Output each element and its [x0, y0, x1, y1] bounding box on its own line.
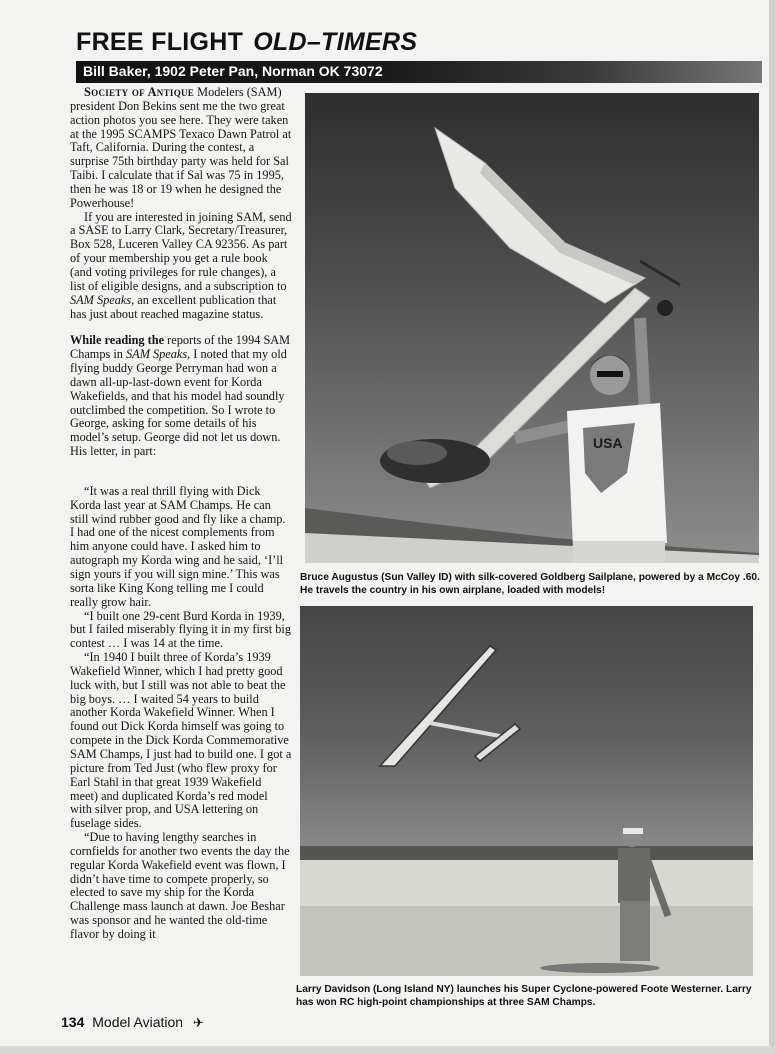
paragraph-1 — [70, 86, 292, 211]
photo2-caption: Larry Davidson (Long Island NY) launches his Super Cyclone-powered Foote Westerner. Larry has won RC high-point championships at three SAM Champs. — [296, 984, 752, 1008]
photo1-caption: Bruce Augustus (Sun Valley ID) with silk-covered Goldberg Sailplane, powered by a McCoy .60. He travels the country in his own airplane, loaded with models! — [300, 572, 760, 596]
quote-paragraph-2: “I built one 29-cent Burd Korda in 1939, but I failed miserably flying it in my first big contest … I was 14 at the time. — [70, 608, 291, 651]
sailplane-scene — [305, 93, 759, 563]
quote-paragraph-3: “In 1940 I built three of Korda’s 1939 Wakefield Winner, which I had pretty good luck with, but I still was not able to beat the big boys. … I waited 54 years to build another Korda Wakefield Winner. When I found out Dick Korda himself was going to compete in the Dick Korda Commemorative SAM Champs, I just had to build one. I got a picture from Ted Just (who flew proxy for Earl Stahl in that great 1939 Wakefield meet) and duplicated Korda’s red model with silver prop, and USA lettering on fuselage sides. — [70, 650, 292, 831]
quote-paragraph-4: “Due to having lengthy searches in cornfields for another two events the day the regular Korda Wakefield event was flown, I didn’t have time to compete properly, so elected to save my ship for the Korda Challenge mass launch at dawn. Joe Beshar was sponsor and he wanted the old-time flavor by doing it — [70, 830, 290, 941]
pilot-body-2 — [618, 848, 650, 903]
paragraph-2-text-b: , an excellent publication that has just about reached magazine status. — [70, 292, 277, 321]
title-italic: OLD–TIMERS — [253, 28, 418, 56]
lead-in-society: Society of Antique — [84, 85, 195, 99]
stabilizer-highlight — [387, 441, 447, 465]
paragraph-2 — [70, 211, 292, 322]
sam-speaks-italic-2: SAM Speaks — [126, 347, 188, 362]
quote-paragraph-1: “It was a real thrill flying with Dick Korda last year at SAM Champs. He can still wind rubber good and fly like a champ. I had one of the nicest complements from him anyone could have. I asked him to autograph my Korda wing and he said, ‘I’ll sign yours if you will sign mine.’ This was sorta like King Kong telling me I could really grow hair. — [70, 483, 286, 609]
plane-fuselage — [430, 723, 500, 736]
sam-speaks-italic-1: SAM Speaks — [70, 292, 132, 307]
lakebed-shade — [300, 906, 753, 976]
page-number: 134 — [61, 1014, 85, 1030]
pilot-cap — [623, 828, 643, 834]
plane-wing — [380, 646, 496, 766]
paragraph-3-text-a: reports of the 1994 SAM Champs in — [70, 333, 291, 362]
author-bar — [76, 61, 762, 83]
pilot-shorts — [573, 541, 665, 563]
pilot-legs-2 — [620, 901, 650, 961]
plane-tail — [475, 724, 520, 761]
pilot-sunglasses — [597, 371, 623, 377]
sailplane-wing — [435, 128, 645, 303]
shirt-usa-text: USA — [593, 435, 623, 451]
page-footer — [61, 1014, 204, 1031]
title-main: FREE FLIGHT — [76, 28, 244, 56]
paragraph-1-text: Modelers (SAM) president Don Bekins sent me the two great action photos you see here. They were taken at the 1995 SCAMPS Texaco Dawn Patrol at Taft, California. During the contest, a surprise 75th birthday party was held for Sal Taibi. I calculate that if Sal was 75 in 1995, then he was 18 or 19 when he designed the Powerhouse! — [70, 85, 292, 210]
paragraph-2-text-a: If you are interested in joining SAM, send a SASE to Larry Clark, Secretary/Treasurer, Box 528, Luceren Valley CA 92356. As part of your membership you get a rule book (and voting privileges for rule changes), a list of eligible designs, and a subscription to — [70, 209, 292, 293]
scan-edge-bottom — [0, 1046, 775, 1054]
airplane-icon: ✈ — [192, 1015, 204, 1030]
paragraph-3 — [70, 334, 292, 459]
westerner-scene — [300, 606, 753, 976]
propeller — [640, 261, 680, 285]
photo-sailplane — [305, 93, 759, 563]
magazine-name: Model Aviation — [92, 1014, 184, 1030]
pilot-shadow-2 — [540, 963, 660, 973]
horizon-line — [300, 846, 753, 860]
pilot-arm-right — [640, 318, 645, 413]
photo-westerner — [300, 606, 753, 976]
column-title — [76, 28, 417, 57]
scan-edge-right — [769, 0, 775, 1054]
article-column — [70, 86, 292, 942]
lead-in-while-reading: While reading the — [70, 333, 165, 348]
paragraph-3-text-b: , I noted that my old flying buddy George Perryman had won a dawn all-up-last-down event for Korda Wakefields, and that his model had soundly outclimbed the competition. So I wrote to George, asking for some details of his model’s setup. George did not let us down. His letter, in part: — [70, 347, 287, 459]
landing-wheel — [657, 300, 673, 316]
author-line: Bill Baker, 1902 Peter Pan, Norman OK 73072 — [83, 63, 383, 79]
